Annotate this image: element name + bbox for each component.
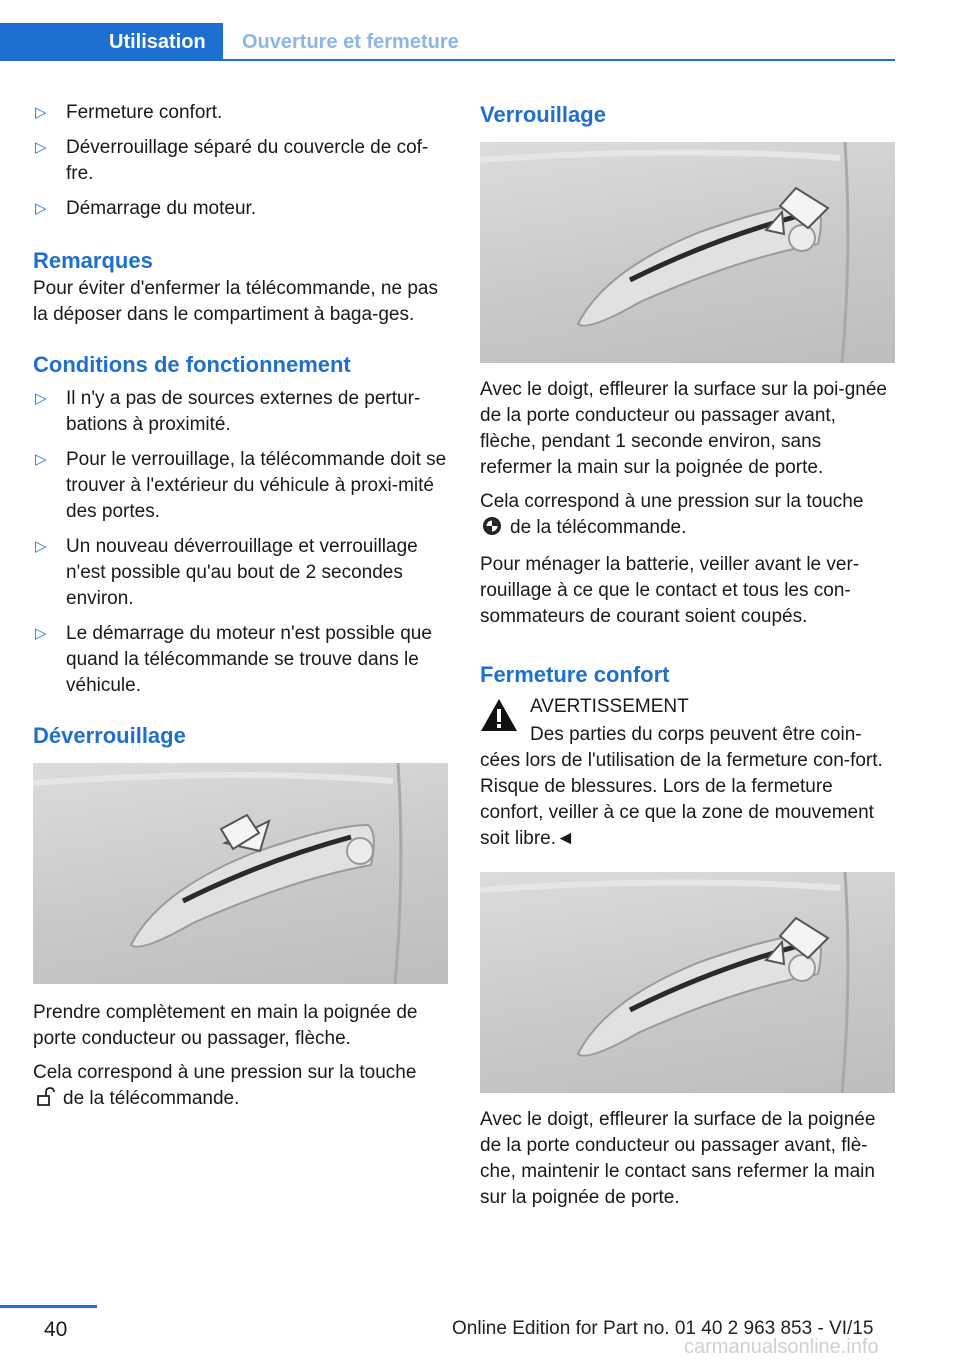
list-item: ▷ Le démarrage du moteur n'est possible que quand la télécommande se trouve dans le véhicule.	[35, 623, 432, 696]
list-item: ▷ Un nouveau déverrouillage et verrouillage n'est possible qu'au bout de 2 secondes environ.	[35, 536, 418, 609]
confort-text: Avec le doigt, effleurer la surface de la poignée de la porte conducteur ou passager avant, flè-che, maintenir le contact sans refermer la main sur la poignée de porte.	[480, 1109, 876, 1208]
warning-block	[480, 694, 895, 748]
deverrouillage-text: Prendre complètement en main la poignée de porte conducteur ou passager, flèche.	[33, 1002, 418, 1049]
header-tab-ouverture[interactable]: Ouverture et fermeture	[242, 31, 459, 53]
section-title-conditions: Conditions de fonctionnement	[33, 352, 351, 377]
warning-first-line: Des parties du corps peuvent être coin-	[530, 724, 862, 745]
section-title-deverrouillage: Déverrouillage	[33, 723, 186, 748]
section-title-verrouillage: Verrouillage	[480, 102, 606, 127]
triangle-right-icon: ▷	[35, 451, 47, 468]
triangle-right-icon: ▷	[35, 390, 47, 407]
deverrouillage-key-text: Cela correspond à une pression sur la touche de la télécommande.	[33, 1060, 448, 1115]
list-item: ▷ Démarrage du moteur.	[33, 196, 448, 222]
triangle-right-icon: ▷	[35, 104, 47, 121]
verrouillage-text: Avec le doigt, effleurer la surface sur la poi-gnée de la porte conducteur ou passager avant, flèche, pendant 1 seconde environ, sans refermer la main sur la poignée de porte.	[480, 379, 887, 478]
list-item: ▷ Fermeture confort.	[33, 100, 448, 126]
section-title-fermeture-confort: Fermeture confort	[480, 662, 670, 687]
page-number: 40	[44, 1318, 68, 1341]
page-header	[0, 23, 895, 61]
triangle-right-icon: ▷	[35, 139, 47, 156]
unlock-icon	[35, 1087, 55, 1115]
remarques-text: Pour éviter d'enfermer la télécommande, ne pas la déposer dans le compartiment à baga-ges.	[33, 278, 438, 325]
footer-rule	[0, 1305, 97, 1308]
battery-text: Pour ménager la batterie, veiller avant le ver-rouillage à ce que le contact et tous les con-sommateurs de courant soient coupés.	[480, 554, 860, 627]
verrouillage-key-text: Cela correspond à une pression sur la touche de la télécommande.	[480, 489, 895, 544]
section-title-remarques: Remarques	[33, 248, 153, 273]
warning-label: AVERTISSEMENT	[530, 696, 689, 717]
warning-text: cées lors de l'utilisation de la fermeture con-fort. Risque de blessures. Lors de la fermeture confort, veiller à ce que la zone de mouvement soit libre.◄	[480, 750, 883, 849]
list-item: ▷ Pour le verrouillage, la télécommande doit se trouver à l'extérieur du véhicule à proxi-mité des portes.	[35, 449, 447, 522]
door-handle-photo-confort	[480, 872, 895, 1093]
bmw-logo-icon	[482, 516, 502, 544]
door-handle-photo-unlock	[33, 763, 448, 984]
watermark: carmanualsonline.info	[684, 1336, 879, 1358]
list-item: ▷ Il n'y a pas de sources externes de pertur-bations à proximité.	[35, 388, 421, 435]
door-handle-photo-lock	[480, 142, 895, 363]
left-column	[33, 100, 448, 1115]
right-column	[480, 100, 895, 1211]
edition-text: Online Edition for Part no. 01 40 2 963 853 - VI/15	[452, 1318, 874, 1339]
triangle-right-icon: ▷	[35, 538, 47, 555]
triangle-right-icon: ▷	[35, 625, 47, 642]
warning-triangle-icon	[480, 698, 518, 737]
header-tab-utilisation[interactable]: Utilisation	[0, 23, 223, 61]
list-item: ▷ Déverrouillage séparé du couvercle de cof-fre.	[35, 137, 429, 184]
triangle-right-icon: ▷	[35, 200, 47, 217]
